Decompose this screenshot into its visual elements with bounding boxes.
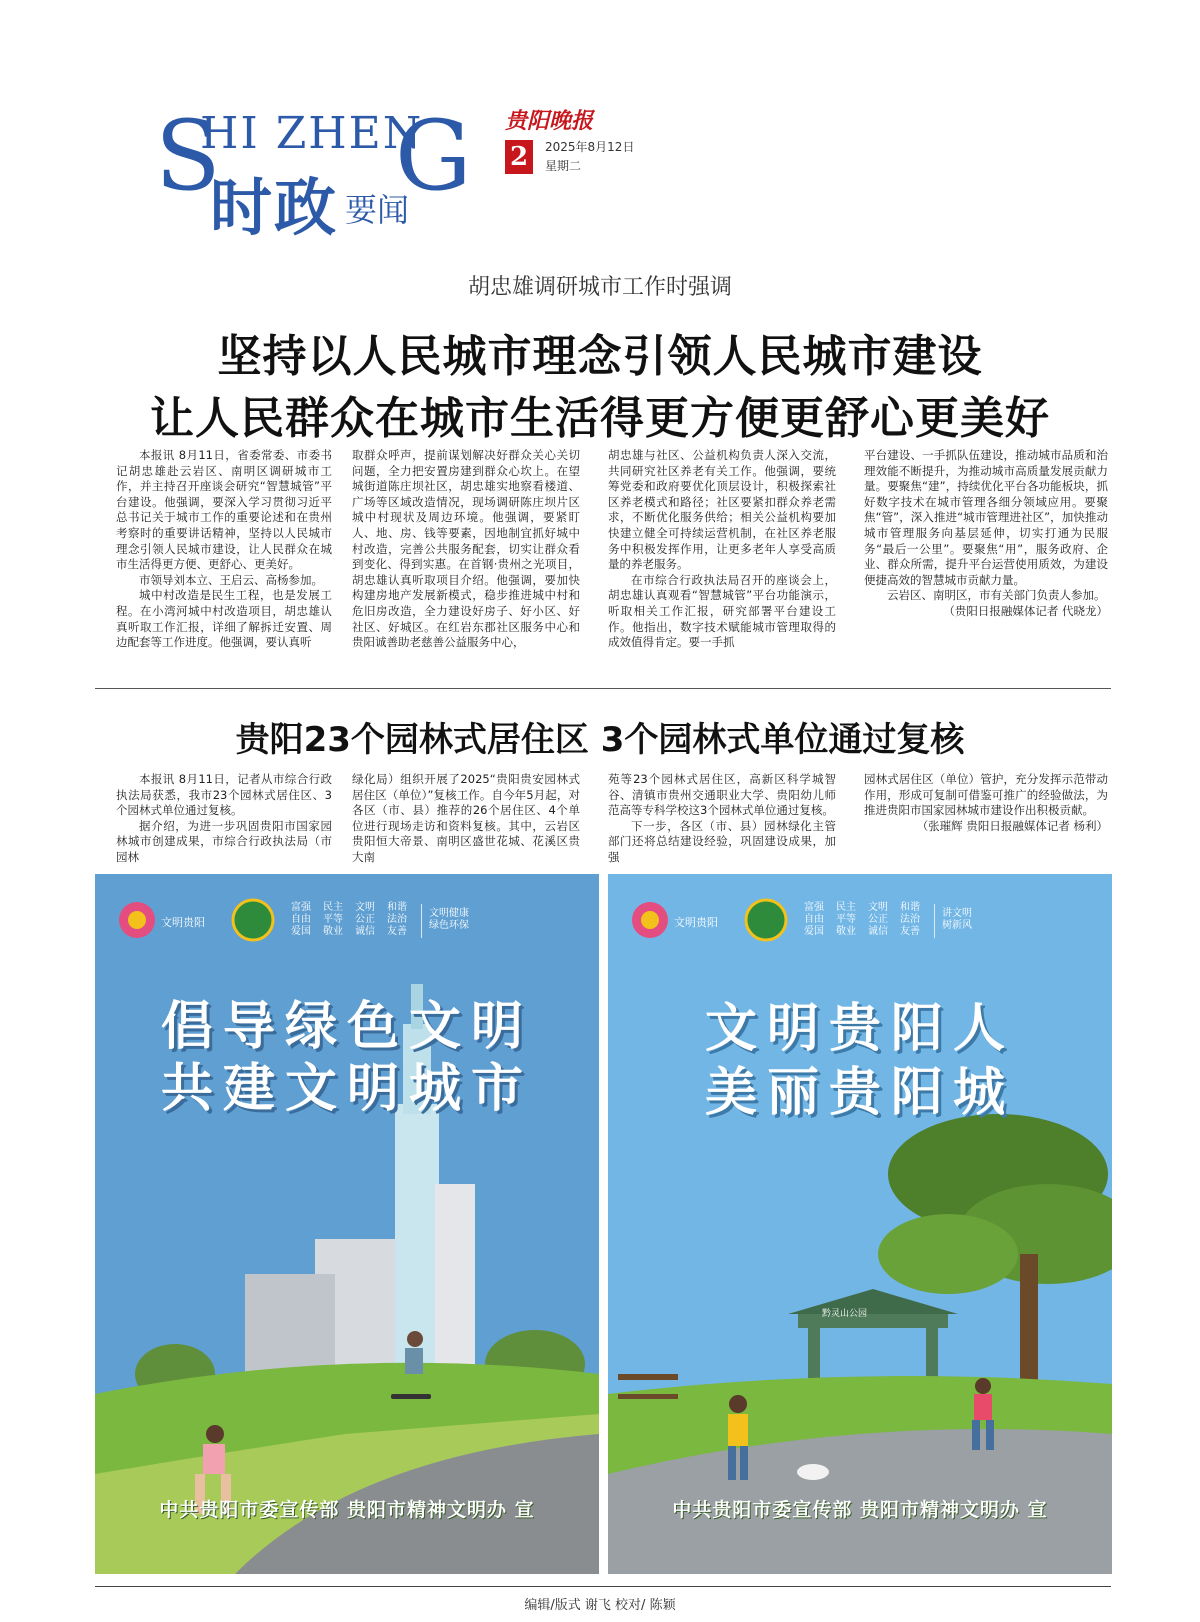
section-subtitle: 要闻 [345,191,410,229]
skateboarder-icon [407,1331,423,1347]
motto-col-1: 富强 自由 爱国 [291,902,311,937]
poster-headline-1: 倡导绿色文明 [160,997,533,1057]
poster-footer: 中共贵阳市委宣传部 贵阳市精神文明办 宣 [672,1499,1048,1521]
runner-icon [206,1425,224,1443]
emblem-icon [746,900,786,940]
motto-divider [421,904,422,938]
slogan-tag: 文明健康 绿色环保 [429,908,469,931]
byline: （张璀辉 贵阳日报融媒体记者 杨利） [916,818,1108,833]
page-number: 2 [505,140,533,174]
poster-headline-2: 美丽贵阳城 [704,1063,1015,1123]
paragraph: 苑等23个园林式居住区，高新区科学城智谷、清镇市贵州交通职业大学、贵阳幼儿师范高等专科学校这3个园林式单位通过复核。 [608,772,836,818]
paragraph: 胡忠雄与社区、公益机构负责人深入交流，共同研究社区养老有关工作。他强调，要统筹党委和政府要优化顶层设计，积极探索社区养老模式和路径；社区要紧扣群众养老需求，不断优化服务供给；相关公益机构要加快建立健全可持续运营机制，在社区养老服务中积极发挥作用，让更多老年人享受高质量的养老服务。 [608,448,836,572]
paragraph: 绿化局）组织开展了2025“贵阳贵安园林式居住区（单位）”复核工作。自今年5月起，对各区（市、县）推荐的26个居住区、4个单位进行现场走访和资料复核。其中，云岩区贵阳恒大帝景、南明区盛世花城、花溪区贵大南 [352,772,580,864]
masthead-letter-g: G [395,100,472,212]
emblem-icon [233,900,273,940]
paragraph: 云岩区、南明区，市有关部门负责人参加。 [887,588,1106,603]
motto-col-4: 和谐 法治 友善 [387,902,407,937]
issue-date: 2025年8月12日 [545,140,635,154]
article2-column-4 [864,772,1108,834]
article1-column-1 [116,448,332,651]
masthead-letter-s: S [155,100,221,212]
section-divider [95,688,1111,689]
paragraph: 市领导刘本立、王启云、高杨参加。 [139,572,323,587]
article1-column-2 [352,448,580,651]
poster-civilized-guiyang [608,874,1112,1574]
paragraph: 本报讯 8月11日，省委常委、市委书记胡忠雄赴云岩区、南明区调研城市工作，并主持召开座谈会研究“智慧城管”平台建设。他强调，要深入学习贯彻习近平总书记关于城市工作的重要论述和在贵州考察时的重要讲话精神，坚持以人民城市理念引领人民城市建设，让人民群众在城市生活得更方便、更舒心、更美好。 [116,448,332,572]
paragraph: 取群众呼声，提前谋划解决好群众关心关切问题，全力把安置房建到群众心坎上。在望城街道陈庄坝社区，胡忠雄实地察看楼道、广场等区域改造情况，现场调研陈庄坝片区城中村现状及周边环境。他强调，要紧盯人、地、房、钱等要素，因地制宜抓好城中村改造，完善公共服务配套，切实让群众看到变化、得到实惠。在首钢·贵州之光项目，胡忠雄认真听取项目介绍。他强调，要加快构建房地产发展新模式，稳步推进城中村和危旧房改造，全力建设好房子、好小区、好社区、好城区。在红岩东郡社区服务中心和贵阳诚善助老慈善公益服务中心， [352,448,580,650]
poster-footer: 中共贵阳市委宣传部 贵阳市精神文明办 宣 [159,1499,535,1521]
bench-icon [618,1374,678,1380]
paragraph: 在市综合行政执法局召开的座谈会上，胡忠雄认真观看“智慧城管”平台功能演示，听取相关工作汇报，研究部署平台建设工作。他指出，数字技术赋能城市管理取得的成效值得肯定。要一手抓 [608,572,836,650]
article1-column-3 [608,448,836,651]
park-gate-icon [798,1314,948,1328]
editor-credit: 编辑/版式 谢飞 校对/ 陈颖 [524,1598,676,1613]
poster-right-illustration [608,874,1112,1574]
poster-green-civilization [95,874,599,1574]
paragraph: 平台建设、一手抓队伍建设，推动城市品质和治理效能不断提升，为推动城市高质量发展贡献力量。要聚焦“建”，持续优化平台各功能板块，抓好数字技术在城市管理各细分领域应用。要聚焦“管”，深入推进“城市管理进社区”，加快推动城市管理服务向基层延伸，切实打通为民服务“最后一公里”。要聚焦“用”，服务政府、企业、群众所需，提升平台运营使用质效，为建设便捷高效的智慧城市贡献力量。 [864,448,1108,587]
paragraph: 园林式居住区（单位）管护，充分发挥示范带动作用，形成可复制可借鉴可推广的经验做法，为推进贵阳市国家园林城市建设作出积极贡献。 [864,772,1108,818]
poster-headline-2: 共建文明城市 [160,1059,533,1119]
article-kicker: 胡忠雄调研城市工作时强调 [467,275,732,300]
slogan-tag: 讲文明 树新风 [942,908,972,931]
section-title: 时政 [210,171,339,244]
issue-weekday: 星期二 [545,159,582,173]
park-sign: 黔灵山公园 [822,1309,868,1319]
poster-logo-text: 文明贵阳 [161,916,205,929]
article-headline-line-2: 让人民群众在城市生活得更方便更舒心更美好 [150,393,1050,444]
motto-divider [934,904,935,938]
poster-headline-1: 文明贵阳人 [704,999,1015,1059]
motto-col-1: 富强 自由 爱国 [804,902,824,937]
motto-col-3: 文明 公正 诚信 [868,902,888,937]
walker-icon [729,1395,747,1413]
article2-headline: 贵阳23个园林式居住区 3个园林式单位通过复核 [235,720,965,760]
masthead-pinyin: HI ZHEN [200,108,424,159]
footer-divider [95,1586,1111,1587]
byline: （贵阳日报融媒体记者 代晓龙） [943,603,1108,618]
paragraph: 城中村改造是民生工程，也是发展工程。在小湾河城中村改造项目，胡忠雄认真听取工作汇报，详细了解拆迁安置、周边配套等工作进度。他强调，要认真听 [116,588,332,650]
article1-column-4 [864,448,1108,620]
poster-logo-text: 文明贵阳 [674,916,718,929]
article2-column-2 [352,772,580,866]
motto-col-3: 文明 公正 诚信 [355,902,375,937]
newspaper-logo: 贵阳晚报 [505,108,594,134]
motto-col-4: 和谐 法治 友善 [900,902,920,937]
motto-col-2: 民主 平等 敬业 [323,902,343,937]
runner-icon [975,1378,991,1394]
paragraph: 下一步，各区（市、县）园林绿化主管部门还将总结建设经验，巩固建设成果，加强 [608,818,836,864]
paragraph: 本报讯 8月11日，记者从市综合行政执法局获悉，我市23个园林式居住区、3个园林式单位通过复核。 [116,772,332,818]
article2-column-3 [608,772,836,866]
poster-left-illustration [95,874,599,1574]
dog-icon [797,1464,829,1480]
motto-col-2: 民主 平等 敬业 [836,902,856,937]
paragraph: 据介绍，为进一步巩固贵阳市国家园林城市创建成果，市综合行政执法局（市园林 [116,818,332,864]
article-headline-line-1: 坚持以人民城市理念引领人民城市建设 [217,331,983,382]
article2-column-1 [116,772,332,866]
